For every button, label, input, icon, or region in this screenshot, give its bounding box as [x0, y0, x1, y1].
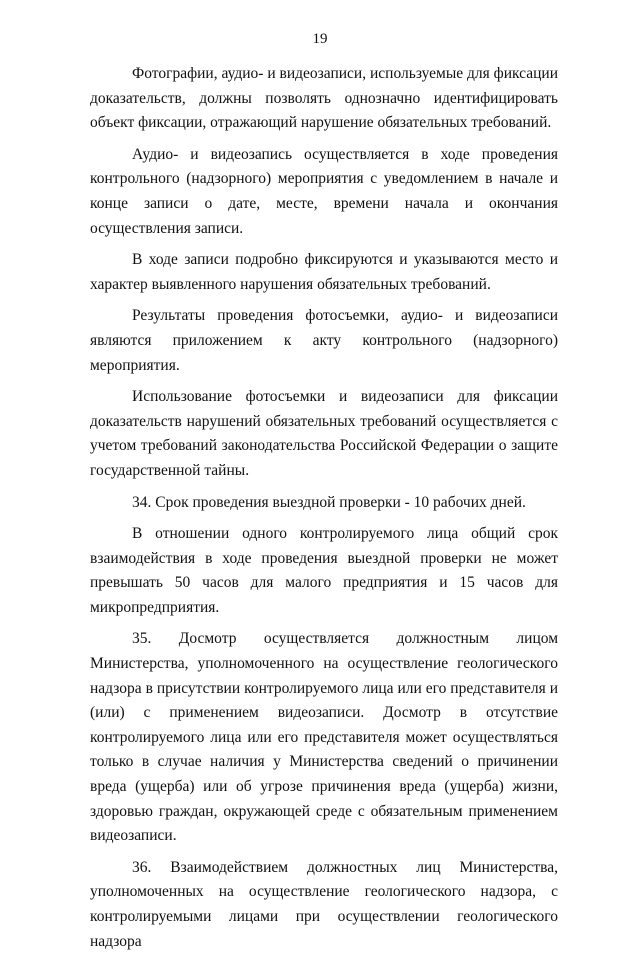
paragraph-item-36: 36. Взаимодействием должностных лиц Министерства, уполномоченных на осуществление геологического надзора, с контролируемыми лицами при осуществлении геологического надзора	[90, 858, 558, 950]
document-body	[90, 62, 558, 961]
paragraph-interaction-limit: В отношении одного контролируемого лица общий срок взаимодействия в ходе проведения выездной проверки не может превышать 50 часов для малого предприятия и 15 часов для микропредприятия.	[90, 525, 558, 616]
paragraph-recording-details: В ходе записи подробно фиксируются и указываются место и характер выявленного нарушения обязательных требований.	[90, 251, 558, 293]
paragraph-state-secret: Использование фотосъемки и видеозаписи для фиксации доказательств нарушений обязательных требований осуществляется с учетом требований законодательства Российской Федерации о защите государственной тайны.	[90, 388, 558, 479]
paragraph-item-34: 34. Срок проведения выездной проверки - 10 рабочих дней.	[132, 493, 526, 511]
paragraph-recording-results: Результаты проведения фотосъемки, аудио- и видеозаписи являются приложением к акту контрольного (надзорного) мероприятия.	[90, 307, 558, 374]
paragraph-item-35: 35. Досмотр осуществляется должностным лицом Министерства, уполномоченного на осуществление геологического надзора в присутствии контролируемого лица или его представителя и (или) с применением видеозаписи. Досмотр в отсутствие контролируемого лица или его представителя может осуществляться только в случае наличия у Министерства сведений о причинении вреда (ущерба) или об угрозе причинения вреда (ущерба) жизни, здоровью граждан, окружающей среде с обязательным применением видеозаписи.	[90, 630, 558, 845]
paragraph-photo-video-evidence: Фотографии, аудио- и видеозаписи, используемые для фиксации доказательств, должны позволять однозначно идентифицировать объект фиксации, отражающий нарушение обязательных требований.	[90, 65, 558, 132]
paragraph-audio-video-recording: Аудио- и видеозапись осуществляется в ходе проведения контрольного (надзорного) мероприятия с уведомлением в начале и конце записи о дате, месте, времени начала и окончания осуществления записи.	[90, 145, 558, 237]
page-number: 19	[312, 31, 328, 47]
